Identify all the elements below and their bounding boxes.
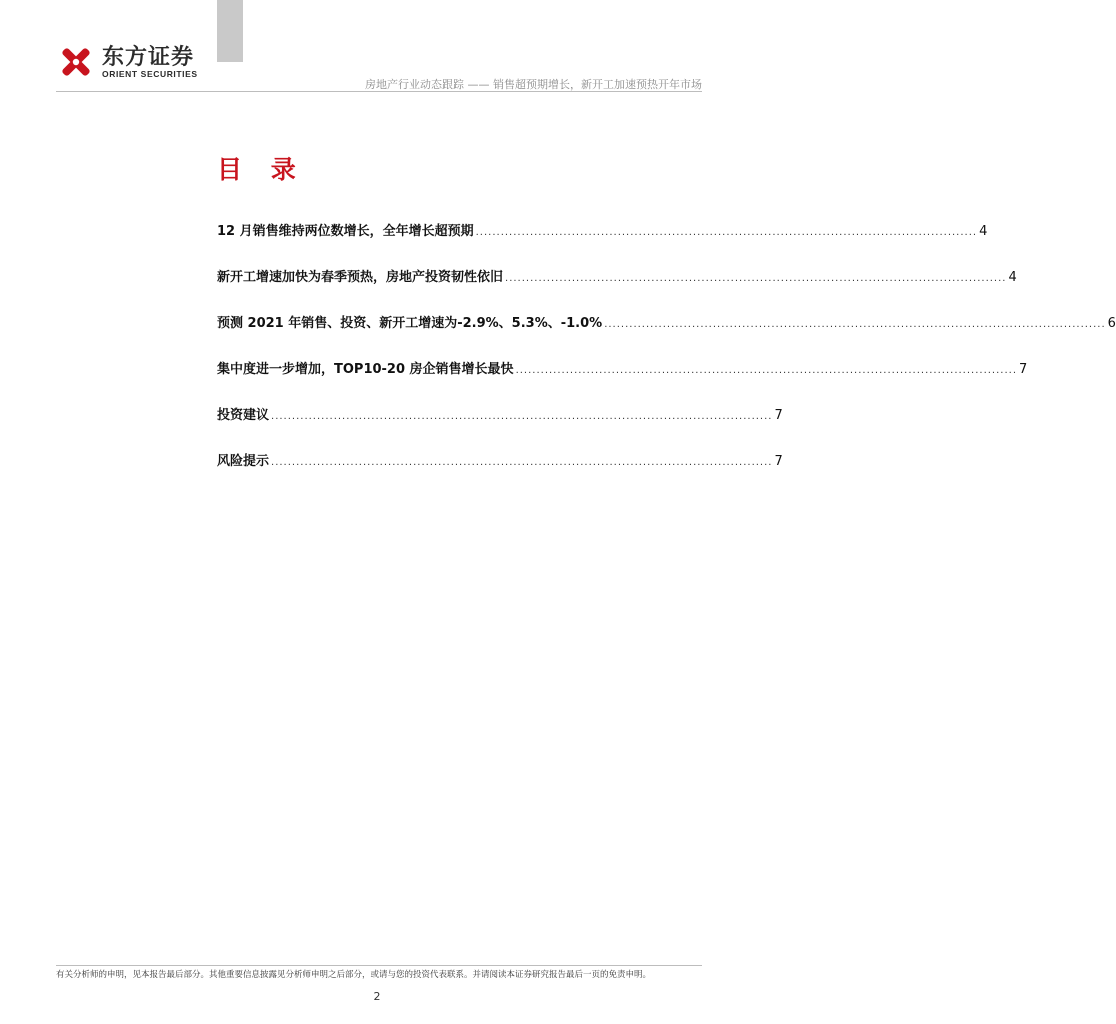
orient-securities-logo (56, 40, 216, 86)
toc-entry-6[interactable] (217, 450, 783, 473)
toc-entry-1[interactable] (217, 220, 988, 243)
table-of-contents (217, 220, 1116, 496)
toc-entry-page: 7 (774, 408, 783, 423)
logo-english-name: ORIENT SECURITIES (102, 69, 198, 79)
page-number: 2 (373, 990, 381, 1003)
footer-divider (56, 965, 702, 966)
toc-leader-dots: ........................................................................................................................ (271, 411, 773, 422)
toc-entry-page: 7 (1019, 362, 1028, 377)
report-header-title: 房地产行业动态跟踪 —— 销售超预期增长，新开工加速预热开年市场 (365, 78, 702, 91)
toc-entry-text: 投资建议 (217, 408, 270, 423)
toc-entry-text: 风险提示 (217, 454, 270, 469)
toc-leader-dots: ........................................................................................................................ (271, 457, 773, 468)
logo-chinese-name: 东方证券 (102, 45, 195, 70)
toc-entry-text: 12 月销售维持两位数增长，全年增长超预期 (217, 224, 474, 239)
toc-entry-page: 6 (1107, 316, 1116, 331)
toc-leader-dots: ........................................................................................................................ (505, 273, 1007, 284)
toc-leader-dots: ........................................................................................................................ (515, 365, 1018, 376)
orient-logo-icon (56, 42, 96, 82)
toc-entry-2[interactable] (217, 266, 1017, 289)
toc-entry-text: 集中度进一步增加，TOP10-20 房企销售增长最快 (217, 362, 514, 377)
header-divider (56, 91, 702, 92)
toc-entry-text: 预测 2021 年销售、投资、新开工增速为-2.9%、5.3%、-1.0% (217, 316, 603, 331)
toc-entry-5[interactable] (217, 404, 783, 427)
toc-entry-page: 7 (774, 454, 783, 469)
toc-entry-text: 新开工增速加快为春季预热，房地产投资韧性依旧 (217, 270, 504, 285)
toc-entry-4[interactable] (217, 358, 1028, 381)
toc-title: 目 录 (217, 155, 306, 184)
toc-leader-dots: ........................................................................................................................ (475, 227, 978, 238)
header-gray-bar (217, 0, 243, 62)
toc-entry-3[interactable] (217, 312, 1116, 335)
toc-leader-dots: ........................................................................................................................ (604, 319, 1106, 330)
toc-entry-page: 4 (1008, 270, 1017, 285)
footer-disclaimer: 有关分析师的申明，见本报告最后部分。其他重要信息披露见分析师申明之后部分，或请与您的投资代表联系。并请阅读本证券研究报告最后一页的免责申明。 (56, 970, 652, 980)
toc-entry-page: 4 (979, 224, 988, 239)
